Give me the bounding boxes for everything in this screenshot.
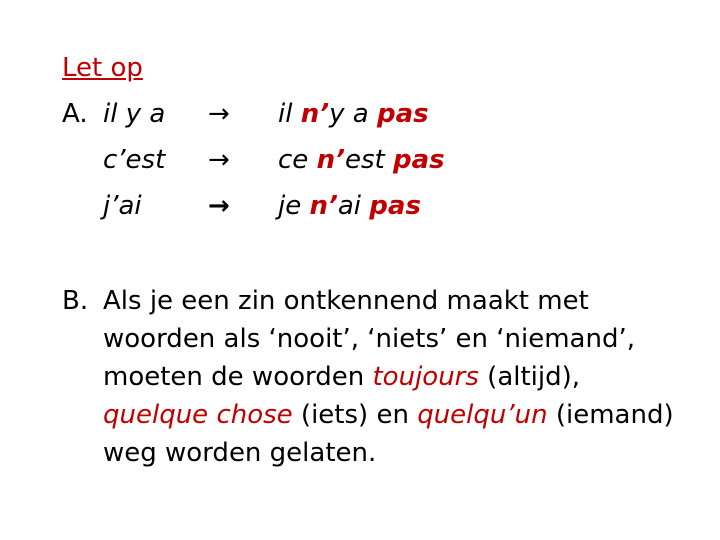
phrase-right-2 [278, 144, 445, 176]
paragraph-line [103, 396, 703, 434]
phrase-left-2: c’est [103, 145, 166, 175]
term-quelquun: quelqu’un [417, 400, 548, 430]
paragraph-line: weg worden gelaten. [103, 438, 377, 468]
phrase-right-1 [278, 98, 429, 130]
arrow-right-icon: → [208, 99, 230, 129]
phrase-left-3: j’ai [103, 191, 142, 221]
neg-pas: pas [376, 99, 429, 129]
text-run: moeten de woorden [103, 362, 373, 392]
phrase-prefix: il [278, 99, 301, 129]
phrase-prefix: je [278, 191, 310, 221]
neg-particle: n’ [316, 145, 345, 175]
neg-pas: pas [369, 191, 421, 221]
neg-pas: pas [392, 145, 445, 175]
phrase-mid: y a [329, 99, 377, 129]
text-run: (altijd), [478, 362, 581, 392]
phrase-mid: ai [337, 191, 370, 221]
text-run: (iets) en [292, 400, 418, 430]
phrase-mid: est [344, 145, 393, 175]
section-a-marker: A. [62, 99, 88, 129]
neg-particle: n’ [300, 99, 330, 129]
arrow-right-icon: → [208, 145, 230, 175]
arrow-right-icon: → [208, 191, 230, 221]
paragraph-line: woorden als ‘nooit’, ‘niets’ en ‘niemand’, [103, 324, 635, 354]
phrase-left-1: il y a [103, 99, 166, 129]
term-quelque-chose: quelque chose [103, 400, 293, 430]
term-toujours: toujours [372, 362, 479, 392]
text-run: (iemand) [547, 400, 674, 430]
phrase-prefix: ce [278, 145, 317, 175]
heading-let-op: Let op [62, 53, 143, 83]
phrase-right-3 [278, 190, 421, 222]
section-b-paragraph [103, 282, 703, 472]
paragraph-line [103, 358, 703, 396]
paragraph-line: Als je een zin ontkennend maakt met [103, 286, 589, 316]
section-b-marker: B. [62, 286, 89, 316]
neg-particle: n’ [309, 191, 338, 221]
